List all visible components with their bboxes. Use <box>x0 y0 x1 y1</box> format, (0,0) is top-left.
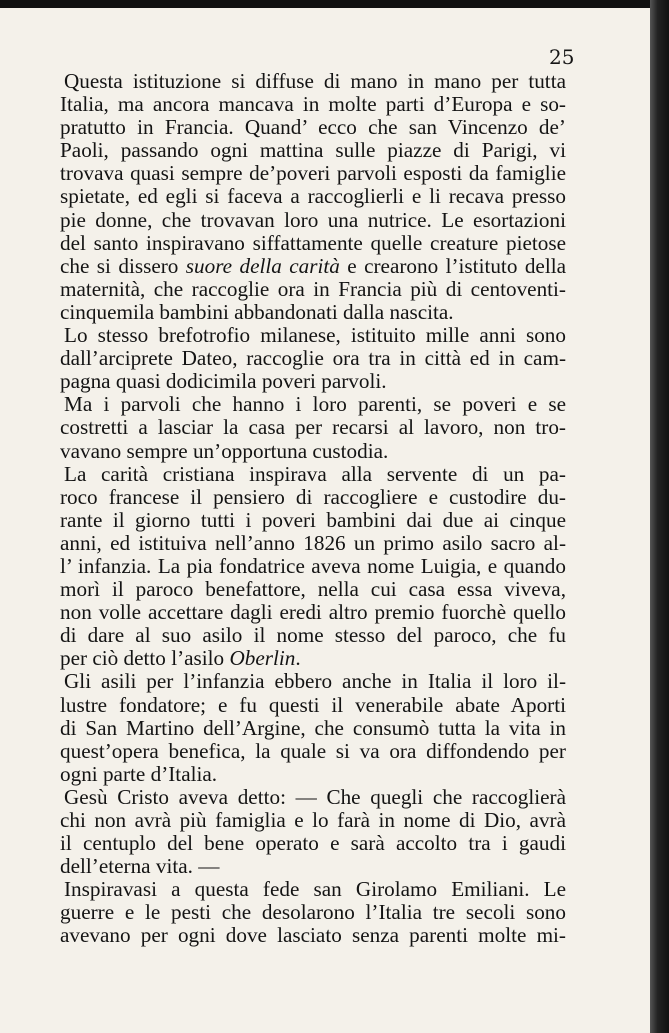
text-line: roco francese il pensiero di raccogliere e custodire du- <box>60 484 566 509</box>
book-page <box>0 8 650 1033</box>
text-line: pagna quasi dodicimila poveri parvoli. <box>60 369 387 394</box>
text-line: pie donne, che trovavan loro una nutrice. Le esortazioni <box>60 207 566 232</box>
text-line: Questa istituzione si diffuse di mano in mano per tutta <box>64 69 566 93</box>
text-line: l’ infanzia. La pia fondatrice aveva nome Luigia, e quando <box>60 553 566 578</box>
text-line: morì il paroco benefattore, nella cui casa essa viveva, <box>60 577 566 602</box>
paragraph <box>60 463 566 671</box>
text-line: trovava quasi sempre de’poveri parvoli esposti da famiglie <box>60 161 566 186</box>
paragraph <box>60 670 566 785</box>
text-line: chi non avrà più famiglia e lo farà in nome di Dio, avrà <box>60 808 566 832</box>
body-text <box>60 70 566 948</box>
paragraph <box>60 324 566 393</box>
text-line: lustre fondatore; e fu questi il venerabile abate Aporti <box>60 692 566 717</box>
text-line: non volle accettare dagli eredi altro premio fuorchè quello <box>60 600 566 625</box>
text-line: di San Martino dell’Argine, che consumò tutta la vita in <box>60 715 566 740</box>
text-line: Gli asili per l’infanzia ebbero anche in Italia il loro il- <box>64 669 566 694</box>
text-line: costretti a lasciar la casa per recarsi al lavoro, non tro- <box>60 415 566 440</box>
paragraph <box>60 878 566 947</box>
text-line: Inspiravasi a questa fede san Girolamo Emiliani. Le <box>64 877 566 902</box>
text-line: Paoli, passando ogni mattina sulle piazze di Parigi, vi <box>60 138 566 163</box>
text-line: cinquemila bambini abbandonati dalla nascita. <box>60 299 454 324</box>
text-line: che si dissero suore della carità e crearono l’istituto della <box>60 253 566 278</box>
page-number: 25 <box>549 45 575 69</box>
paragraph <box>60 70 566 324</box>
paragraph <box>60 786 566 878</box>
text-line: La carità cristiana inspirava alla servente di un pa- <box>64 461 566 486</box>
text-line: Gesù Cristo aveva detto: — Che quegli che raccoglierà <box>64 784 566 809</box>
text-line: del santo inspiravano siffattamente quelle creature pietose <box>60 230 566 255</box>
text-line: ogni parte d’Italia. <box>60 761 218 786</box>
text-line: Ma i parvoli che hanno i loro parenti, se poveri e se <box>64 392 566 417</box>
text-line: Lo stesso brefotrofio milanese, istituito mille anni sono <box>64 323 566 348</box>
text-line: anni, ed istituiva nell’anno 1826 un primo asilo sacro al- <box>60 530 566 555</box>
text-line: pratutto in Francia. Quand’ ecco che san Vincenzo de’ <box>60 115 566 140</box>
scan-right-edge <box>650 0 669 1033</box>
text-line: quest’opera benefica, la quale si va ora diffondendo per <box>60 738 566 763</box>
text-line: avevano per ogni dove lasciato senza parenti molte mi- <box>60 923 566 948</box>
text-line: rante il giorno tutti i poveri bambini dai due ai cinque <box>60 507 566 532</box>
text-line: Italia, ma ancora mancava in molte parti d’Europa e so- <box>60 92 566 117</box>
text-line: guerre e le pesti che desolarono l’Italia tre secoli sono <box>60 900 566 925</box>
text-line: per ciò detto l’asilo Oberlin. <box>60 646 301 671</box>
text-line: dell’eterna vita. — <box>60 854 220 879</box>
text-line: vavano sempre un’opportuna custodia. <box>60 438 389 463</box>
text-line: il centuplo del bene operato e sarà accolto tra i gaudi <box>60 831 566 856</box>
scan-top-edge <box>0 0 669 8</box>
text-line: spietate, ed egli si faceva a raccoglierli e li recava presso <box>60 184 566 209</box>
text-line: dall’arciprete Dateo, raccoglie ora tra in città ed in cam- <box>60 346 566 371</box>
paragraph <box>60 393 566 462</box>
text-line: di dare al suo asilo il nome stesso del paroco, che fu <box>60 623 566 648</box>
text-line: maternità, che raccoglie ora in Francia più di centoventi- <box>60 276 566 301</box>
